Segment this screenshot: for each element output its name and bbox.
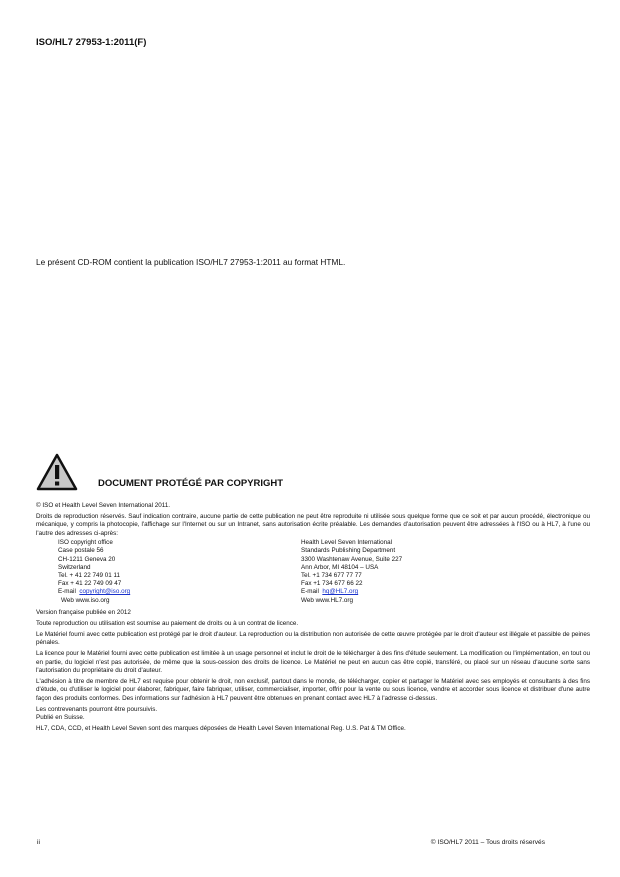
- license-paragraph-2: Le Matériel fourni avec cette publication est protégé par le droit d'auteur. La reproduction ou la distribution non autorisée de cette œuvre protégée par le droit d'auteur est illégale et passible de peines pénales.: [36, 630, 590, 647]
- iso-fax: Fax + 41 22 749 09 47: [58, 580, 122, 588]
- offenders-note: Les contrevenants pourront être poursuivis.: [36, 705, 158, 713]
- iso-email-link[interactable]: copyright@iso.org: [79, 588, 131, 596]
- warning-triangle-icon: [36, 453, 78, 491]
- trademark-note: HL7, CDA, CCD, et Health Level Seven sont des marques déposées de Health Level Seven International Reg. U.S. Pat & TM Office.: [36, 725, 406, 733]
- iso-country: Switzerland: [58, 563, 91, 571]
- iso-tel: Tel. + 41 22 749 01 11: [58, 572, 121, 580]
- iso-line1: Case postale 56: [58, 547, 104, 555]
- copyright-body: [36, 502, 590, 736]
- hl7-fax: Fax +1 734 677 66 22: [301, 580, 363, 588]
- copyright-owners: © ISO et Health Level Seven International 2011.: [36, 502, 171, 509]
- iso-web: Web www.iso.org: [61, 596, 110, 604]
- copyright-title: DOCUMENT PROTÉGÉ PAR COPYRIGHT: [98, 478, 284, 489]
- address-block: [36, 539, 590, 605]
- hl7-web: Web www.HL7.org: [301, 596, 354, 604]
- iso-line2: CH-1211 Geneva 20: [58, 555, 116, 563]
- hl7-email-label: E-mail: [301, 588, 319, 596]
- license-paragraph-4: L'adhésion à titre de membre de HL7 est requise pour obtenir le droit, non exclusif, partout dans le monde, de télécharger, copier et partager le Matériel avec ses employés et consultants à des fins d'étude, ou d'utiliser le logiciel pour élaborer, fabriquer, faire fabriquer, utiliser, commercialiser, importer, offrir pour la vente ou sous licence, vendre et accorder sous licence et distribuer d'une autre façon des produits conformes. Des informations sur l'adhésion à HL7 peuvent être obtenues en prenant contact avec HL7 à l'adresse ci-dessus.: [36, 678, 590, 702]
- copyright-heading: [36, 453, 596, 495]
- hl7-tel: Tel. +1 734 677 77 77: [301, 572, 362, 580]
- iso-email-label: E-mail: [58, 588, 76, 596]
- hl7-email-row: [301, 588, 402, 596]
- rights-paragraph: Droits de reproduction réservés. Sauf indication contraire, aucune partie de cette publication ne peut être reproduite ni utilisée sous quelque forme que ce soit et par aucun procédé, électronique ou mécanique, y compris la photocopie, l'affichage sur l'Internet ou sur un Intranet, sans autorisation écrite préalable. Les demandes d'autorisation peuvent être adressées à l'ISO ou à HL7, à l'une ou l'autre des adresses ci-après:: [36, 513, 590, 537]
- hl7-line1: Standards Publishing Department: [301, 547, 396, 555]
- license-paragraph-3: La licence pour le Matériel fourni avec cette publication est limitée à un usage personnel et inclut le droit de le télécharger à des fins d'étude seulement. La modification ou l'implémentation, en tout ou en partie, du logiciel n'est pas autorisée, de même que la sous-cession des droits de licence. Le Matériel ne peut en aucun cas être copié, transféré, ou placé sur un réseau d'aucune sorte sans l'autorisation du propriétaire du droit d'auteur.: [36, 650, 590, 675]
- footer-copyright: © ISO/HL7 2011 – Tous droits réservés: [430, 839, 545, 846]
- license-paragraph-1: Toute reproduction ou utilisation est soumise au paiement de droits ou à un contrat de licence.: [36, 619, 299, 627]
- iso-name: ISO copyright office: [58, 539, 113, 547]
- hl7-country: Ann Arbor, MI 48104 – USA: [301, 563, 379, 571]
- document-id: ISO/HL7 27953-1:2011(F): [36, 37, 147, 48]
- hl7-email-link[interactable]: hq@HL7.org: [322, 588, 359, 596]
- published-note: Publié en Suisse.: [36, 714, 85, 722]
- hl7-address: [301, 539, 402, 605]
- hl7-line2: 3300 Washtenaw Avenue, Suite 227: [301, 555, 403, 563]
- cdrom-notice: Le présent CD-ROM contient la publication ISO/HL7 27953-1:2011 au format HTML.: [36, 257, 346, 267]
- page-number: ii: [37, 839, 40, 846]
- iso-email-row: [58, 588, 288, 596]
- version-note: Version française publiée en 2012: [36, 608, 131, 616]
- iso-address: [58, 539, 288, 605]
- hl7-name: Health Level Seven International: [301, 539, 393, 547]
